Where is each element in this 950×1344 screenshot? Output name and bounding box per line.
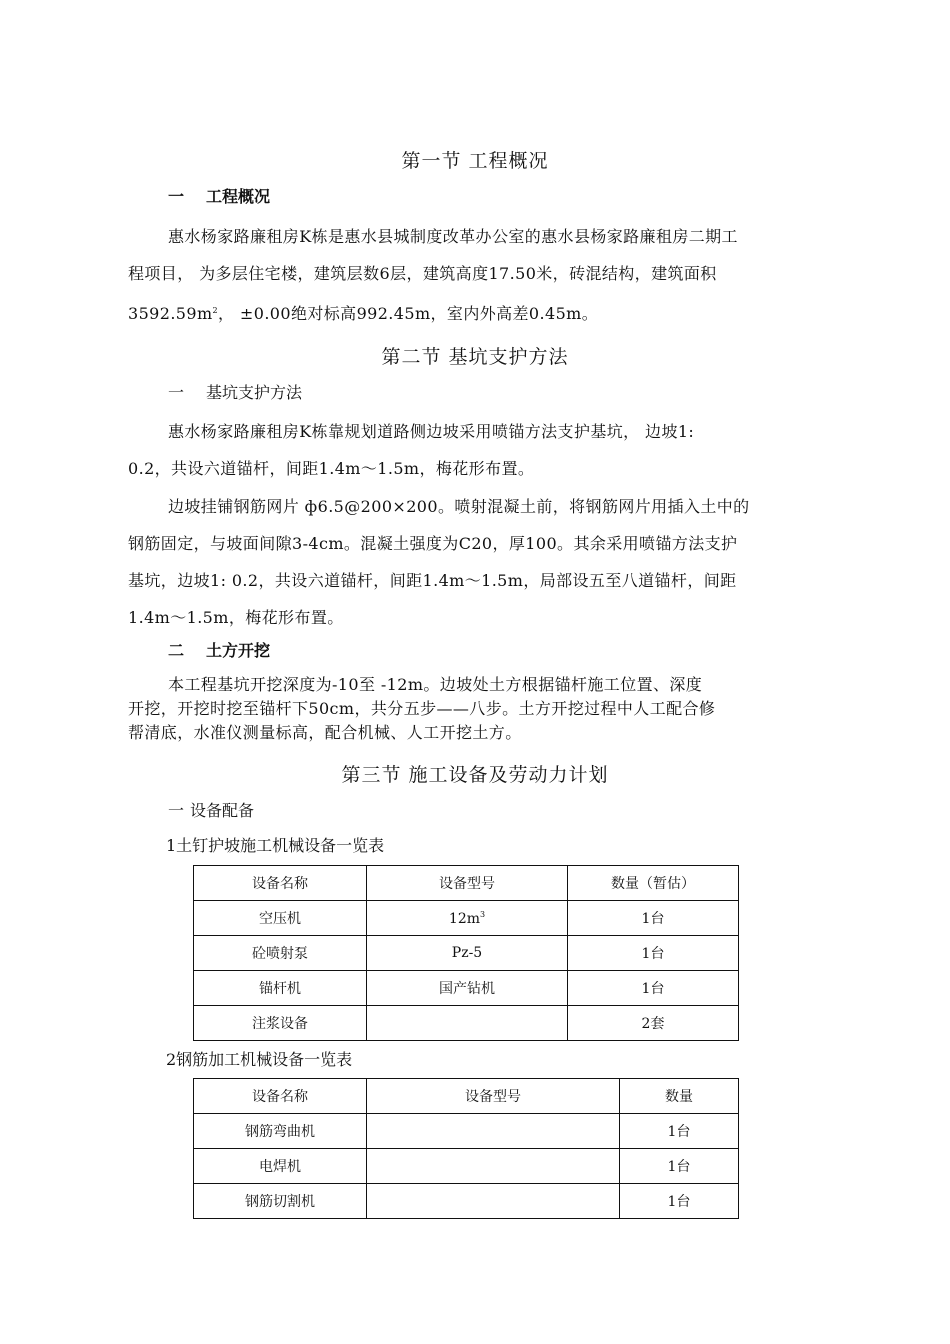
section1-sub1-title: 工程概况	[206, 187, 271, 206]
section2-sub2-heading	[168, 638, 270, 661]
section2-para1-line-2: 0.2，共设六道锚杆，间距1.4m～1.5m，梅花形布置。	[128, 459, 535, 478]
section1-sub1-num: 一	[168, 187, 185, 206]
table1-cell-qty: 2套	[568, 1006, 739, 1041]
table2-cell-model	[367, 1114, 620, 1149]
section2-para1-line-1: 惠水杨家路廉租房K栋靠规划道路侧边坡采用喷锚方法支护基坑， 边坡1:	[168, 422, 695, 441]
table1-cell-name: 空压机	[194, 901, 367, 936]
section2-para3-line-2: 开挖，开挖时挖至锚杆下50cm，共分五步——八步。土方开挖过程中人工配合修	[128, 699, 716, 718]
table2-cell-name: 钢筋切割机	[194, 1184, 367, 1219]
table1-cell-name: 注浆设备	[194, 1006, 367, 1041]
section2-para2-line-2: 钢筋固定，与坡面间隙3-4cm。混凝土强度为C20，厚100。其余采用喷锚方法支护	[128, 534, 738, 553]
table1-cell-name: 砼喷射泵	[194, 936, 367, 971]
section1-para-line-1: 惠水杨家路廉租房K栋是惠水县城制度改革办公室的惠水县杨家路廉租房二期工	[168, 227, 738, 246]
section2-title: 第二节 基坑支护方法	[381, 346, 569, 368]
table1-cell-model: Pz-5	[367, 936, 568, 971]
table2-cell-qty: 1台	[620, 1184, 739, 1219]
section2-sub2-num: 二	[168, 641, 185, 660]
table1-header-model: 设备型号	[367, 866, 568, 901]
table1-caption: 1土钉护坡施工机械设备一览表	[166, 836, 385, 855]
section3-sub1-title: 设备配备	[190, 801, 255, 820]
section1-title: 第一节 工程概况	[401, 150, 549, 172]
table2-cell-qty: 1台	[620, 1149, 739, 1184]
table2-cell-name: 钢筋弯曲机	[194, 1114, 367, 1149]
section2-sub1-heading	[168, 380, 302, 403]
section1-area-unit-sup: 2	[212, 306, 219, 315]
table-row	[194, 936, 739, 971]
section2-sub1-num: 一	[168, 383, 185, 402]
section1-sub1-heading	[168, 184, 270, 207]
table-row	[194, 1149, 739, 1184]
table2-header-qty: 数量	[620, 1079, 739, 1114]
table1-cell-model	[367, 901, 568, 936]
table2-header-name: 设备名称	[194, 1079, 367, 1114]
table-header-row	[194, 866, 739, 901]
table1-model-value: 12m	[448, 910, 480, 927]
table-header-row	[194, 1079, 739, 1114]
section1-paragraph	[128, 218, 830, 332]
section2-para3-line-3: 帮清底，水准仪测量标高，配合机械、人工开挖土方。	[128, 723, 522, 742]
table2-cell-name: 电焊机	[194, 1149, 367, 1184]
section3-sub1-heading	[168, 798, 254, 821]
table1-model-sup: 3	[480, 909, 486, 919]
table-row	[194, 971, 739, 1006]
section3-title: 第三节 施工设备及劳动力计划	[341, 764, 609, 786]
section2-sub2-title: 土方开挖	[206, 641, 271, 660]
table1-cell-model: 国产钻机	[367, 971, 568, 1006]
section2-para2-line-4: 1.4m～1.5m，梅花形布置。	[128, 608, 344, 627]
table1-cell-qty: 1台	[568, 936, 739, 971]
section2-paragraph-3	[128, 673, 830, 745]
table-row	[194, 1006, 739, 1041]
section3-sub1-num: 一	[168, 801, 185, 820]
table2-caption: 2钢筋加工机械设备一览表	[166, 1050, 353, 1069]
section1-para-line-3	[128, 292, 830, 332]
table2-cell-model	[367, 1149, 620, 1184]
table1-header-qty: 数量（暂估）	[568, 866, 739, 901]
rebar-equipment-table	[193, 1078, 739, 1219]
section1-para-line-3-rest: ， ±0.00绝对标高992.45m，室内外高差0.45m。	[218, 304, 599, 323]
table1-header-name: 设备名称	[194, 866, 367, 901]
soil-nail-equipment-table	[193, 865, 739, 1041]
section2-paragraph-2	[128, 488, 830, 636]
table-row	[194, 901, 739, 936]
table1-cell-qty: 1台	[568, 971, 739, 1006]
section2-para3-line-1: 本工程基坑开挖深度为-10至 -12m。边坡处土方根据锚杆施工位置、深度	[168, 675, 703, 694]
table1-cell-name: 锚杆机	[194, 971, 367, 1006]
table1-cell-qty: 1台	[568, 901, 739, 936]
table-row	[194, 1184, 739, 1219]
table-row	[194, 1114, 739, 1149]
table2-header-model: 设备型号	[367, 1079, 620, 1114]
section2-paragraph-1	[128, 413, 830, 487]
section2-para2-line-3: 基坑，边坡1: 0.2，共设六道锚杆，间距1.4m～1.5m，局部设五至八道锚杆，间距	[128, 571, 737, 590]
section2-para2-line-1: 边坡挂铺钢筋网片 ф6.5@200×200。喷射混凝土前，将钢筋网片用插入土中的	[168, 497, 750, 516]
section1-para-line-2: 程项目， 为多层住宅楼，建筑层数6层，建筑高度17.50米，砖混结构，建筑面积	[128, 264, 717, 283]
section2-sub1-title: 基坑支护方法	[206, 383, 303, 402]
table2-cell-model	[367, 1184, 620, 1219]
table2-cell-qty: 1台	[620, 1114, 739, 1149]
table1-cell-model	[367, 1006, 568, 1041]
section1-area-value: 3592.59m	[128, 304, 213, 323]
